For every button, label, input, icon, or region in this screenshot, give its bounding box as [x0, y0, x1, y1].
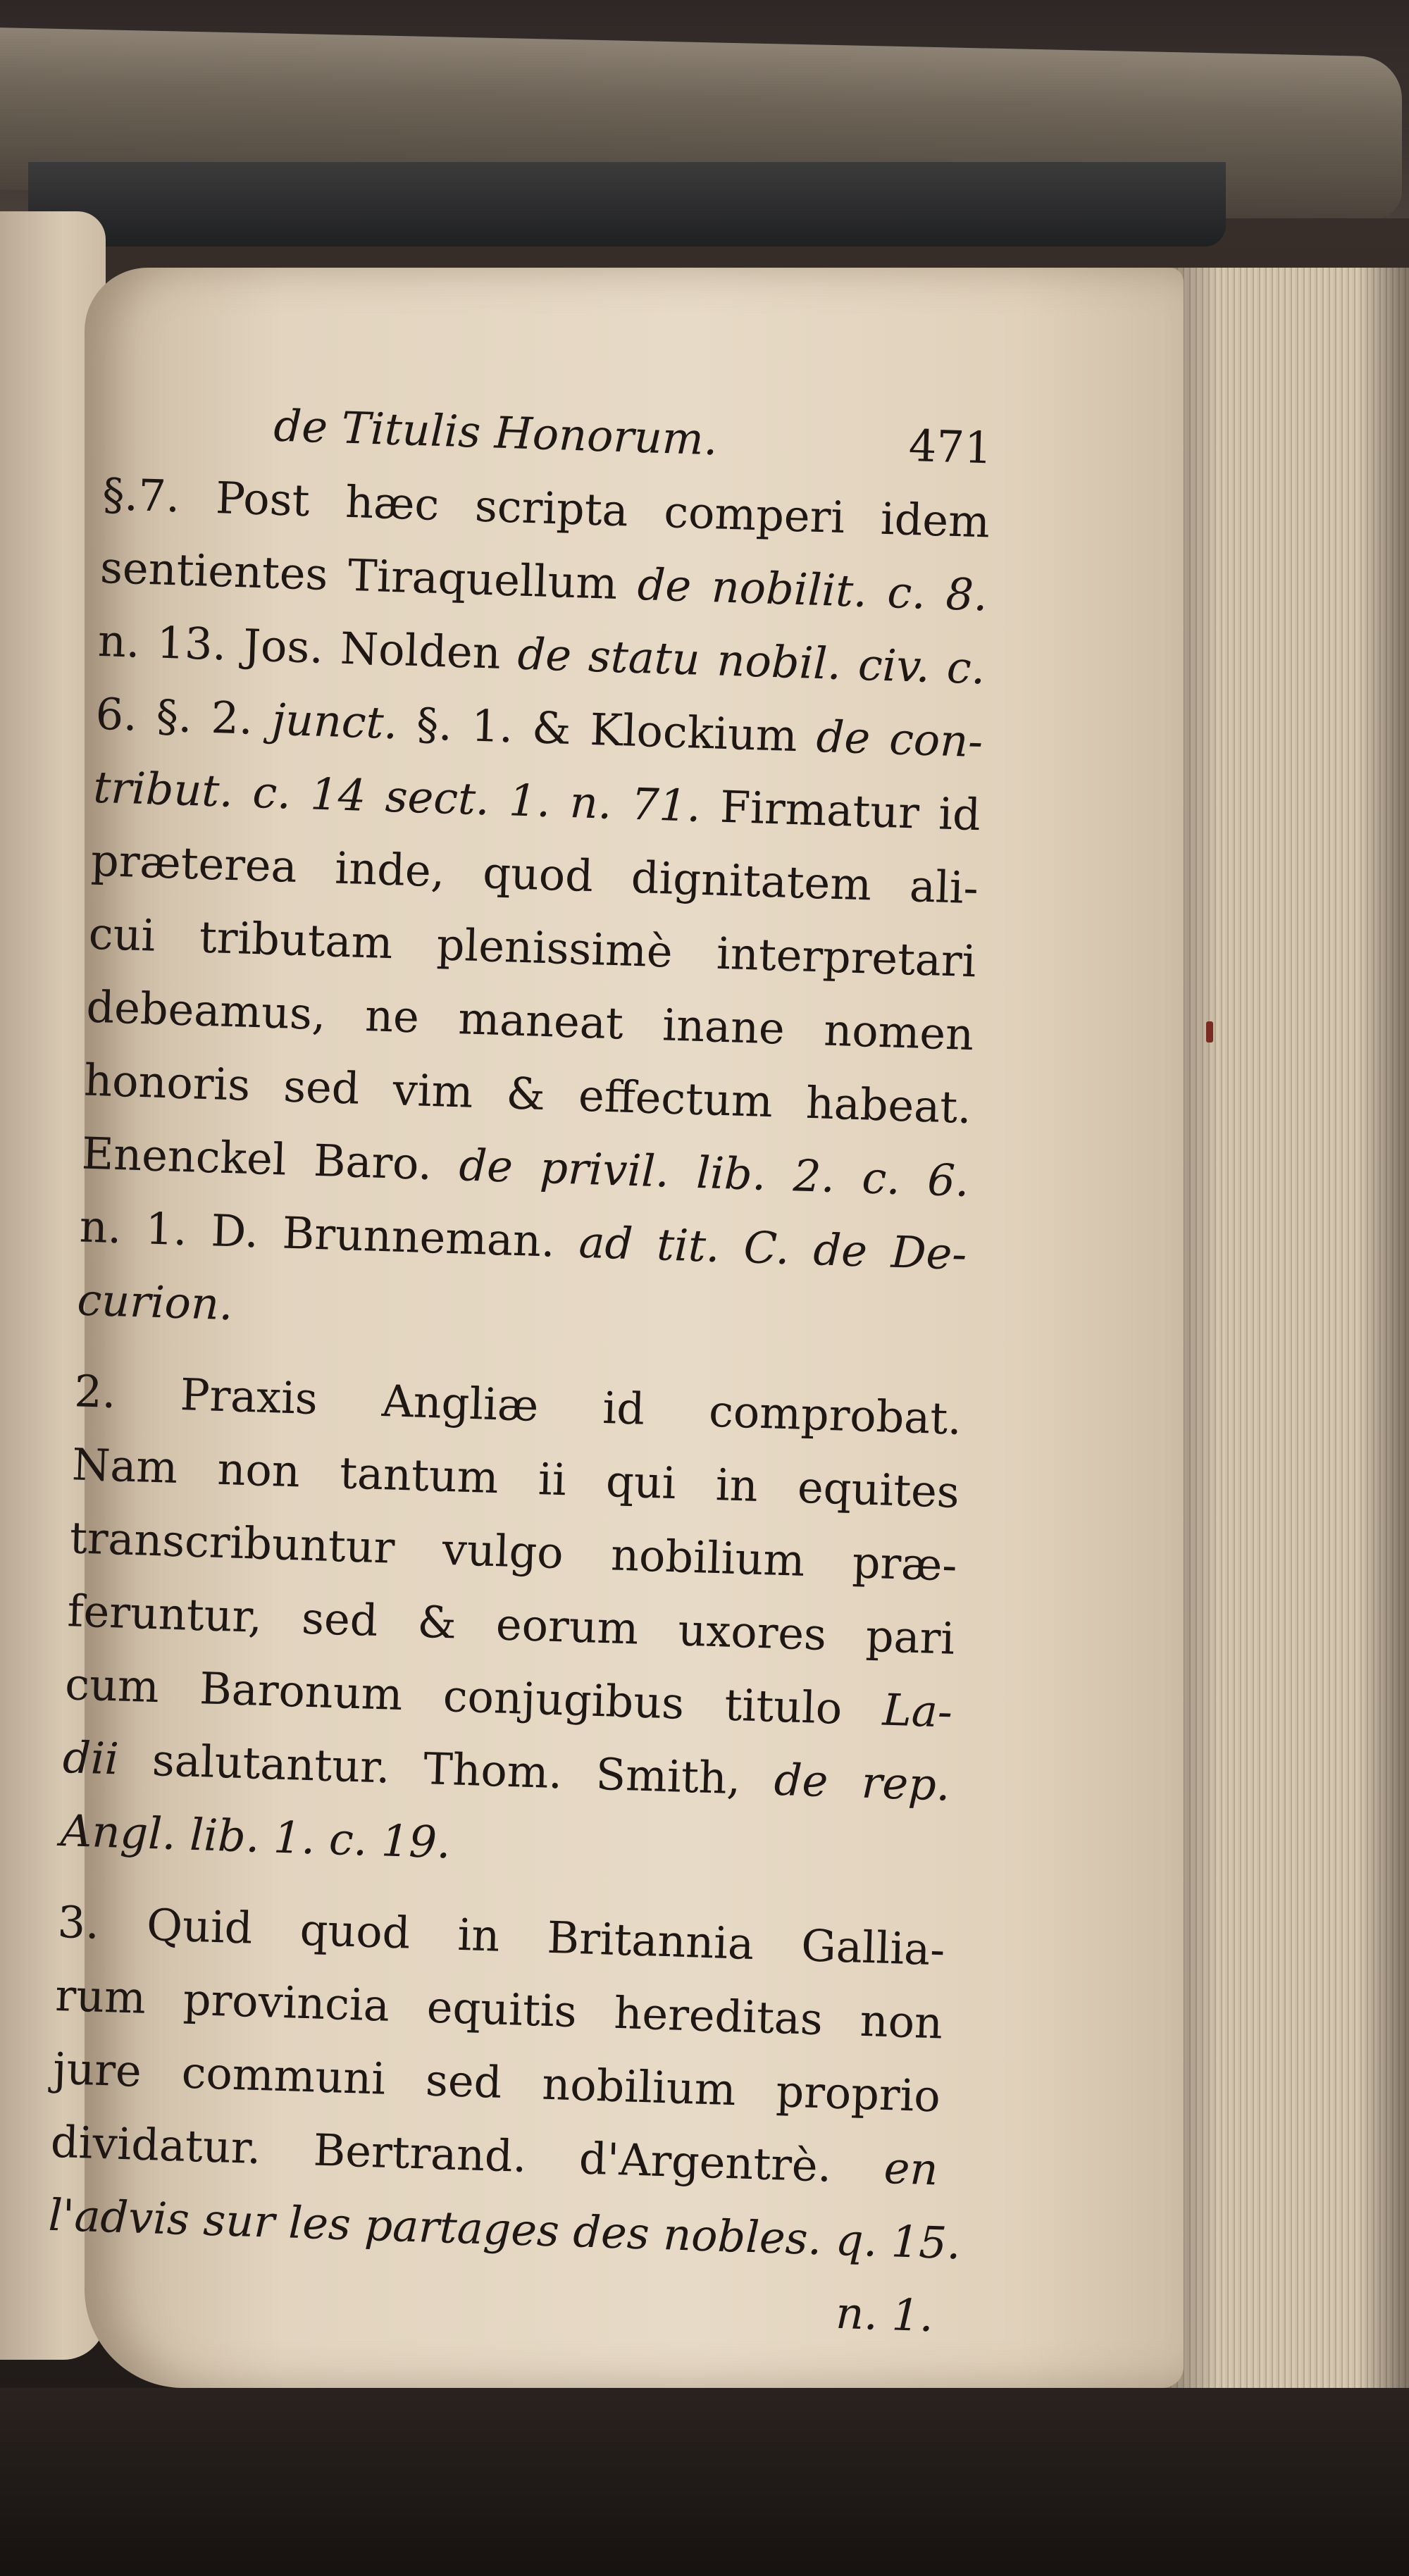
text-segment: Nam non tantum ii qui in equites [71, 1438, 960, 1518]
background-bottom [0, 2388, 1409, 2576]
text-segment: cum Baronum conjugibus titulo [64, 1658, 883, 1736]
text-segment: Firmatur id [700, 780, 982, 841]
text-segment: Enenckel Baro. [81, 1127, 460, 1191]
text-segment: dii [62, 1731, 120, 1785]
text-segment: curion. [76, 1274, 234, 1331]
red-marker [1206, 1021, 1213, 1043]
text-segment: feruntur, sed & eorum uxores pari [66, 1585, 956, 1665]
paragraph [45, 1886, 962, 2353]
text-segment: n. 1. [835, 2286, 935, 2342]
paragraph [76, 458, 991, 1364]
text-segment: La- [881, 1684, 953, 1738]
running-head-title: de Titulis Honorum. [273, 399, 719, 466]
text-segment: transcribuntur vulgo nobilium præ- [68, 1512, 958, 1591]
text-segment: en [883, 2141, 939, 2196]
text-segment: 3. Quid quod in Britannia Gallia- [56, 1896, 946, 1976]
page-text [44, 394, 993, 2371]
text-segment: §.7. Post hæc scripta comperi idem [101, 468, 991, 548]
text-segment: de privil. lib. 2. c. 6. [458, 1139, 970, 1207]
page-number: 471 [907, 419, 993, 474]
text-segment: dividatur. Bertrand. d'Argentrè. [49, 2115, 885, 2194]
book-head-edge [28, 162, 1226, 247]
text-segment: sentientes Tiraquellum [99, 541, 639, 610]
text-segment: ad tit. C. de De- [578, 1216, 968, 1280]
text-segment: honoris sed vim & effectum habeat. [83, 1054, 972, 1134]
text-segment: de statu nobil. civ. c. [516, 628, 986, 695]
text-segment: l'advis sur les partages des nobles. q. 15. [47, 2189, 962, 2270]
text-segment: de rep. [773, 1753, 951, 1811]
text-segment: Angl. lib. 1. c. 19. [59, 1805, 452, 1869]
fore-edge-shading [1155, 268, 1409, 2409]
text-segment: de nobilit. c. 8. [636, 558, 988, 621]
text-segment: §. 1. & Klockium [397, 697, 817, 762]
text-segment: 2. Praxis Angliæ id comprobat. [73, 1365, 963, 1445]
text-segment: cui tributam plenissimè interpretari [87, 907, 977, 988]
text-segment: de con- [815, 710, 984, 768]
text-segment: n. 1. D. Brunneman. [78, 1200, 580, 1268]
text-segment: tribut. c. 14 sect. 1. n. 71. [92, 761, 702, 832]
text-segment: 6. §. 2. [94, 687, 273, 745]
text-segment: junct. [271, 693, 399, 749]
paragraph [59, 1355, 962, 1895]
text-segment: n. 13. Jos. Nolden [97, 614, 519, 680]
text-segment: debeamus, ne maneat inane nomen [85, 981, 975, 1061]
text-segment: salutantur. Thom. Smith, [118, 1733, 776, 1805]
text-segment: jure communi sed nobilium proprio [52, 2042, 941, 2122]
text-segment: præterea inde, quod dignitatem ali- [90, 834, 979, 914]
body-text [45, 458, 991, 2353]
text-segment: rum provincia equitis hereditas non [54, 1969, 944, 2049]
